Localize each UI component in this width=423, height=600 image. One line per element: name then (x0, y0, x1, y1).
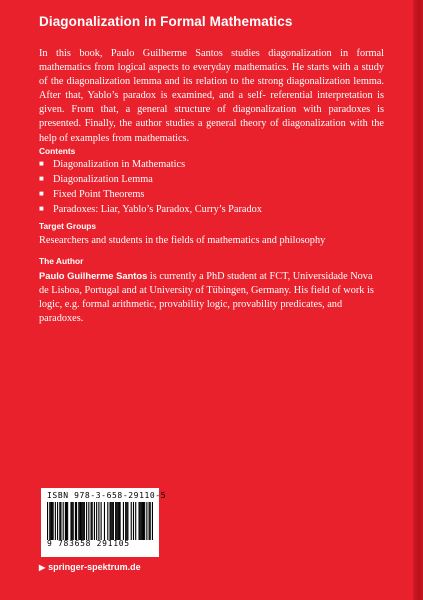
barcode-bar (79, 502, 80, 540)
contents-section (39, 146, 384, 217)
barcode-bar (109, 502, 110, 540)
barcode-bar (142, 502, 143, 540)
barcode-bar (125, 502, 126, 540)
barcode-bar (73, 502, 74, 540)
barcode-bar (59, 502, 60, 540)
triangle-right-icon: ▶ (39, 563, 46, 572)
barcode-bar (70, 502, 71, 540)
barcode-bar (53, 502, 54, 540)
barcode-bar (104, 502, 105, 540)
barcode-bar (47, 502, 48, 540)
barcode-bar (120, 502, 121, 540)
barcode-bar (113, 502, 114, 540)
barcode-bar (65, 502, 66, 540)
barcode-bar (94, 502, 95, 540)
author-heading: The Author (39, 256, 84, 266)
barcode-bar (111, 502, 112, 540)
spine-edge (413, 0, 423, 600)
barcode-bar (140, 502, 141, 540)
barcode-bar (92, 502, 93, 540)
barcode-bar (118, 502, 119, 540)
isbn-barcode (41, 488, 167, 557)
list-item (39, 202, 384, 217)
barcode-bar (76, 502, 77, 540)
barcode-bar (86, 502, 87, 540)
author-section (39, 254, 384, 326)
barcode-bar (50, 502, 51, 540)
list-item (39, 157, 384, 172)
barcode-bar (80, 502, 81, 540)
list-item (39, 172, 384, 187)
barcode-bar (63, 502, 64, 540)
barcode-bar (60, 502, 61, 540)
list-item (39, 187, 384, 202)
book-summary: In this book, Paulo Guilherme Santos studies diagonalization in formal mathematics from logical aspects to everyday mathematics. He starts with a study of the diagonalization lemma and its relation to the strong diagonalization lemma. After that, Yablo’s paradox is examined, and a self- referential interpretation is given. From that, a general structure of diagonalization with paradoxes is presented. Finally, the author studies a general theory of diagonalization with the help of examples from mathematics. (39, 48, 384, 144)
barcode-bar (91, 502, 92, 540)
square-bullet-icon: ■ (39, 174, 44, 184)
isbn-label: ISBN 978-3-658-29110-5 (47, 491, 167, 500)
target-groups-heading: Target Groups (39, 221, 97, 231)
barcode-bar (83, 502, 84, 540)
author-bio-paragraph (39, 269, 384, 326)
square-bullet-icon: ■ (39, 159, 44, 168)
barcode-bar (98, 502, 99, 540)
contents-list (39, 157, 384, 217)
book-title: Diagonalization in Formal Mathematics (39, 14, 293, 29)
barcode-bar (143, 502, 144, 540)
barcode-digits: 9 783658 291105 (47, 539, 130, 548)
contents-item-label: Fixed Point Theorems (53, 189, 145, 201)
author-name: Paulo Guilherme Santos (39, 270, 148, 282)
square-bullet-icon: ■ (39, 189, 44, 199)
barcode-bar (117, 502, 118, 540)
barcode-bar (126, 502, 127, 540)
barcode-bar (82, 502, 83, 540)
barcode-bar (72, 502, 73, 540)
contents-item-label: Paradoxes: Liar, Yablo’s Paradox, Curry’s Paradox (53, 204, 262, 216)
target-groups-section (39, 219, 384, 248)
barcode-bar (150, 502, 151, 540)
target-groups-text: Researchers and students in the fields of mathematics and philosophy (39, 235, 326, 246)
contents-heading: Contents (39, 146, 76, 156)
barcode-bar (112, 502, 113, 540)
barcode-bar (138, 502, 139, 540)
barcode-bar (144, 502, 145, 540)
barcode-bar (57, 502, 58, 540)
barcode-bar (55, 502, 56, 540)
barcode-bar (141, 502, 142, 540)
barcode-bar (49, 502, 50, 540)
barcode-bar (51, 502, 52, 540)
author-bio: is currently a PhD student at FCT, Universidade Nova de Lisboa, Portugal and at University of Tübingen, Germany. His field of work is logic, e.g. formal arithmetic, provability logic, provability predicates, and paradoxes. (39, 271, 374, 325)
barcode-bar (84, 502, 85, 540)
barcode-bar (131, 502, 132, 540)
barcode-bar (135, 502, 136, 540)
barcode-bar (107, 502, 108, 540)
barcode-bar (78, 502, 79, 540)
barcode-bar (88, 502, 89, 540)
barcode-bar (96, 502, 97, 540)
barcode-bar (67, 502, 68, 540)
contents-item-label: Diagonalization in Mathematics (53, 159, 186, 170)
barcode-bar (115, 502, 116, 540)
barcode-bar (75, 502, 76, 540)
website-link[interactable] (39, 562, 141, 572)
square-bullet-icon: ■ (39, 204, 44, 214)
barcode-bar (101, 502, 102, 540)
website-label: springer-spektrum.de (48, 562, 141, 572)
barcode-bar (133, 502, 134, 540)
barcode-bar (66, 502, 67, 540)
barcode-bar (152, 502, 153, 540)
barcode-bar (116, 502, 117, 540)
barcode-bars (47, 502, 153, 540)
barcode-bar (123, 502, 124, 540)
barcode-bar (149, 502, 150, 540)
contents-item-label: Diagonalization Lemma (53, 174, 153, 186)
barcode-bar (146, 502, 147, 540)
barcode-bar (127, 502, 128, 540)
